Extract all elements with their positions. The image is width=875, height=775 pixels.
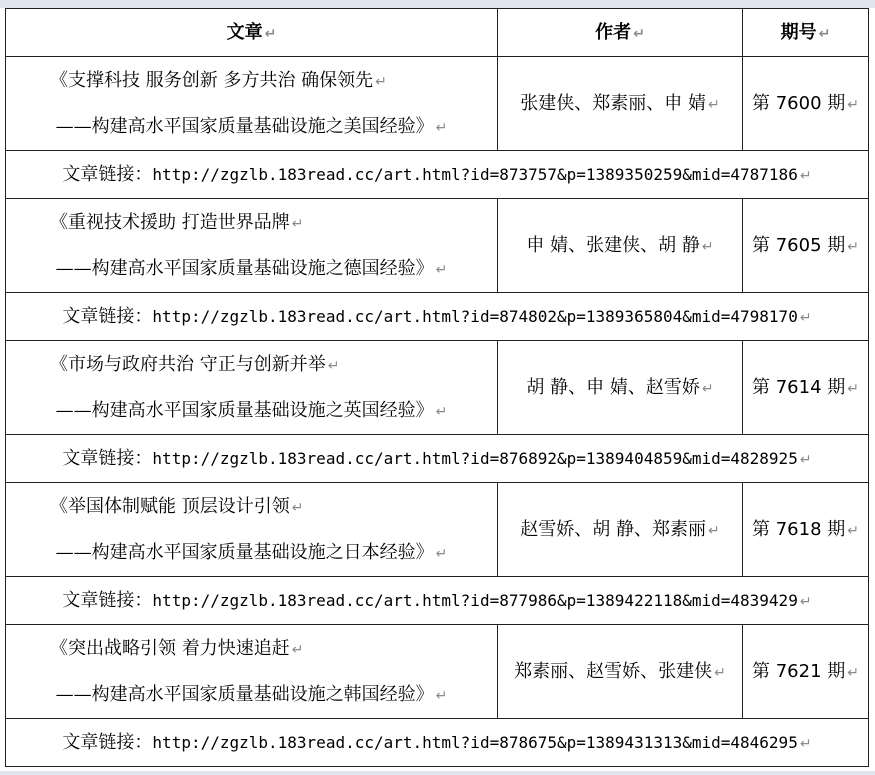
article-authors: 申 婧、张建侠、胡 静 (526, 234, 700, 256)
issue-prefix: 第 (751, 376, 776, 398)
issue-number: 7618 (775, 518, 822, 540)
article-link-cell[interactable] (6, 293, 869, 341)
issue-number: 7621 (775, 660, 822, 682)
table-row (6, 719, 869, 767)
header-title-cell[interactable] (6, 9, 498, 57)
header-title-label: 文章 (226, 21, 263, 43)
article-authors: 胡 静、申 婧、赵雪娇 (526, 376, 700, 398)
article-title-line1: 《支撑科技 服务创新 多方共治 确保领先 ↵ (50, 69, 387, 91)
issue-prefix: 第 (751, 92, 776, 114)
article-link-label: 文章链接： (62, 163, 153, 185)
table-row (6, 435, 869, 483)
issue-number: 7605 (775, 234, 822, 256)
article-title-line2: ——构建高水平国家质量基础设施之韩国经验》 ↵ (55, 683, 448, 705)
article-issue-cell[interactable] (743, 199, 869, 293)
article-authors: 郑素丽、赵雪娇、张建侠 (514, 660, 713, 682)
article-link-cell[interactable] (6, 577, 869, 625)
table-row (6, 483, 869, 577)
paragraph-mark-icon: ↵ (799, 167, 812, 184)
articles-table (5, 8, 869, 767)
paragraph-mark-icon: ↵ (435, 687, 448, 704)
paragraph-mark-icon: ↵ (291, 499, 304, 516)
article-title-line1: 《突出战略引领 着力快速追赶 ↵ (50, 637, 304, 659)
table-row (6, 625, 869, 719)
article-link-url[interactable]: http://zgzlb.183read.cc/art.html?id=874802&p=1389365804&mid=4798170 (152, 306, 798, 326)
paragraph-mark-icon: ↵ (847, 664, 859, 681)
article-link-label: 文章链接： (62, 731, 153, 753)
article-link-url[interactable]: http://zgzlb.183read.cc/art.html?id=878675&p=1389431313&mid=4846295 (152, 732, 798, 752)
article-authors-cell[interactable] (498, 57, 743, 151)
issue-number: 7614 (775, 376, 822, 398)
paragraph-mark-icon: ↵ (799, 593, 812, 610)
table-row (6, 199, 869, 293)
article-link-url[interactable]: http://zgzlb.183read.cc/art.html?id=873757&p=1389350259&mid=4787186 (152, 164, 798, 184)
issue-suffix: 期 (821, 234, 846, 256)
paragraph-mark-icon: ↵ (799, 735, 812, 752)
paragraph-mark-icon: ↵ (633, 25, 645, 42)
paragraph-mark-icon: ↵ (701, 380, 714, 397)
paragraph-mark-icon: ↵ (714, 664, 726, 681)
paragraph-mark-icon: ↵ (847, 522, 859, 539)
article-authors-cell[interactable] (498, 483, 743, 577)
paragraph-mark-icon: ↵ (435, 403, 448, 420)
article-link-cell[interactable] (6, 435, 869, 483)
article-title-cell[interactable] (6, 341, 498, 435)
article-title-cell[interactable] (6, 483, 498, 577)
issue-suffix: 期 (821, 660, 846, 682)
article-title-line2: ——构建高水平国家质量基础设施之德国经验》 ↵ (55, 257, 448, 279)
article-issue-cell[interactable] (743, 625, 869, 719)
article-title-line2: ——构建高水平国家质量基础设施之英国经验》 ↵ (55, 399, 448, 421)
article-link-url[interactable]: http://zgzlb.183read.cc/art.html?id=877986&p=1389422118&mid=4839429 (152, 590, 798, 610)
paragraph-mark-icon: ↵ (701, 238, 714, 255)
table-row (6, 151, 869, 199)
issue-suffix: 期 (821, 92, 846, 114)
article-title-line1: 《举国体制赋能 顶层设计引领 ↵ (50, 495, 304, 517)
paragraph-mark-icon: ↵ (435, 545, 448, 562)
table-row (6, 341, 869, 435)
article-title-cell[interactable] (6, 625, 498, 719)
paragraph-mark-icon: ↵ (847, 96, 859, 113)
issue-suffix: 期 (821, 518, 846, 540)
page-top-strip (0, 0, 875, 8)
article-authors: 张建侠、郑素丽、申 婧 (520, 92, 706, 114)
paragraph-mark-icon: ↵ (435, 119, 448, 136)
article-title-line2: ——构建高水平国家质量基础设施之美国经验》 ↵ (55, 115, 448, 137)
paragraph-mark-icon: ↵ (291, 641, 304, 658)
paragraph-mark-icon: ↵ (375, 73, 387, 90)
article-issue-cell[interactable] (743, 483, 869, 577)
article-link-label: 文章链接： (62, 447, 153, 469)
header-author-cell[interactable] (498, 9, 743, 57)
article-authors-cell[interactable] (498, 341, 743, 435)
article-issue-cell[interactable] (743, 57, 869, 151)
header-author-label: 作者 (595, 21, 632, 43)
paragraph-mark-icon: ↵ (847, 238, 859, 255)
article-title-line1: 《市场与政府共治 守正与创新并举 ↵ (50, 353, 340, 375)
article-authors: 赵雪娇、胡 静、郑素丽 (520, 518, 706, 540)
paragraph-mark-icon: ↵ (708, 96, 720, 113)
paragraph-mark-icon: ↵ (708, 522, 720, 539)
header-issue-cell[interactable] (743, 9, 869, 57)
issue-suffix: 期 (821, 376, 846, 398)
issue-prefix: 第 (751, 518, 776, 540)
header-issue-label: 期号 (780, 21, 817, 43)
table-header-row (6, 9, 869, 57)
paragraph-mark-icon: ↵ (799, 309, 812, 326)
paragraph-mark-icon: ↵ (291, 215, 304, 232)
article-title-line2: ——构建高水平国家质量基础设施之日本经验》 ↵ (55, 541, 448, 563)
article-authors-cell[interactable] (498, 625, 743, 719)
paragraph-mark-icon: ↵ (327, 357, 340, 374)
issue-number: 7600 (775, 92, 822, 114)
article-title-cell[interactable] (6, 57, 498, 151)
paragraph-mark-icon: ↵ (818, 25, 831, 42)
article-issue-cell[interactable] (743, 341, 869, 435)
issue-prefix: 第 (751, 660, 776, 682)
article-link-url[interactable]: http://zgzlb.183read.cc/art.html?id=876892&p=1389404859&mid=4828925 (152, 448, 798, 468)
article-title-cell[interactable] (6, 199, 498, 293)
table-row (6, 57, 869, 151)
paragraph-mark-icon: ↵ (799, 451, 812, 468)
paragraph-mark-icon: ↵ (435, 261, 448, 278)
article-link-cell[interactable] (6, 151, 869, 199)
paragraph-mark-icon: ↵ (847, 380, 859, 397)
article-title-line1: 《重视技术援助 打造世界品牌 ↵ (50, 211, 304, 233)
table-row (6, 293, 869, 341)
issue-prefix: 第 (751, 234, 776, 256)
table-row (6, 577, 869, 625)
article-link-label: 文章链接： (62, 589, 153, 611)
article-authors-cell[interactable] (498, 199, 743, 293)
article-link-label: 文章链接： (62, 305, 153, 327)
paragraph-mark-icon: ↵ (264, 25, 277, 42)
article-link-cell[interactable] (6, 719, 869, 767)
